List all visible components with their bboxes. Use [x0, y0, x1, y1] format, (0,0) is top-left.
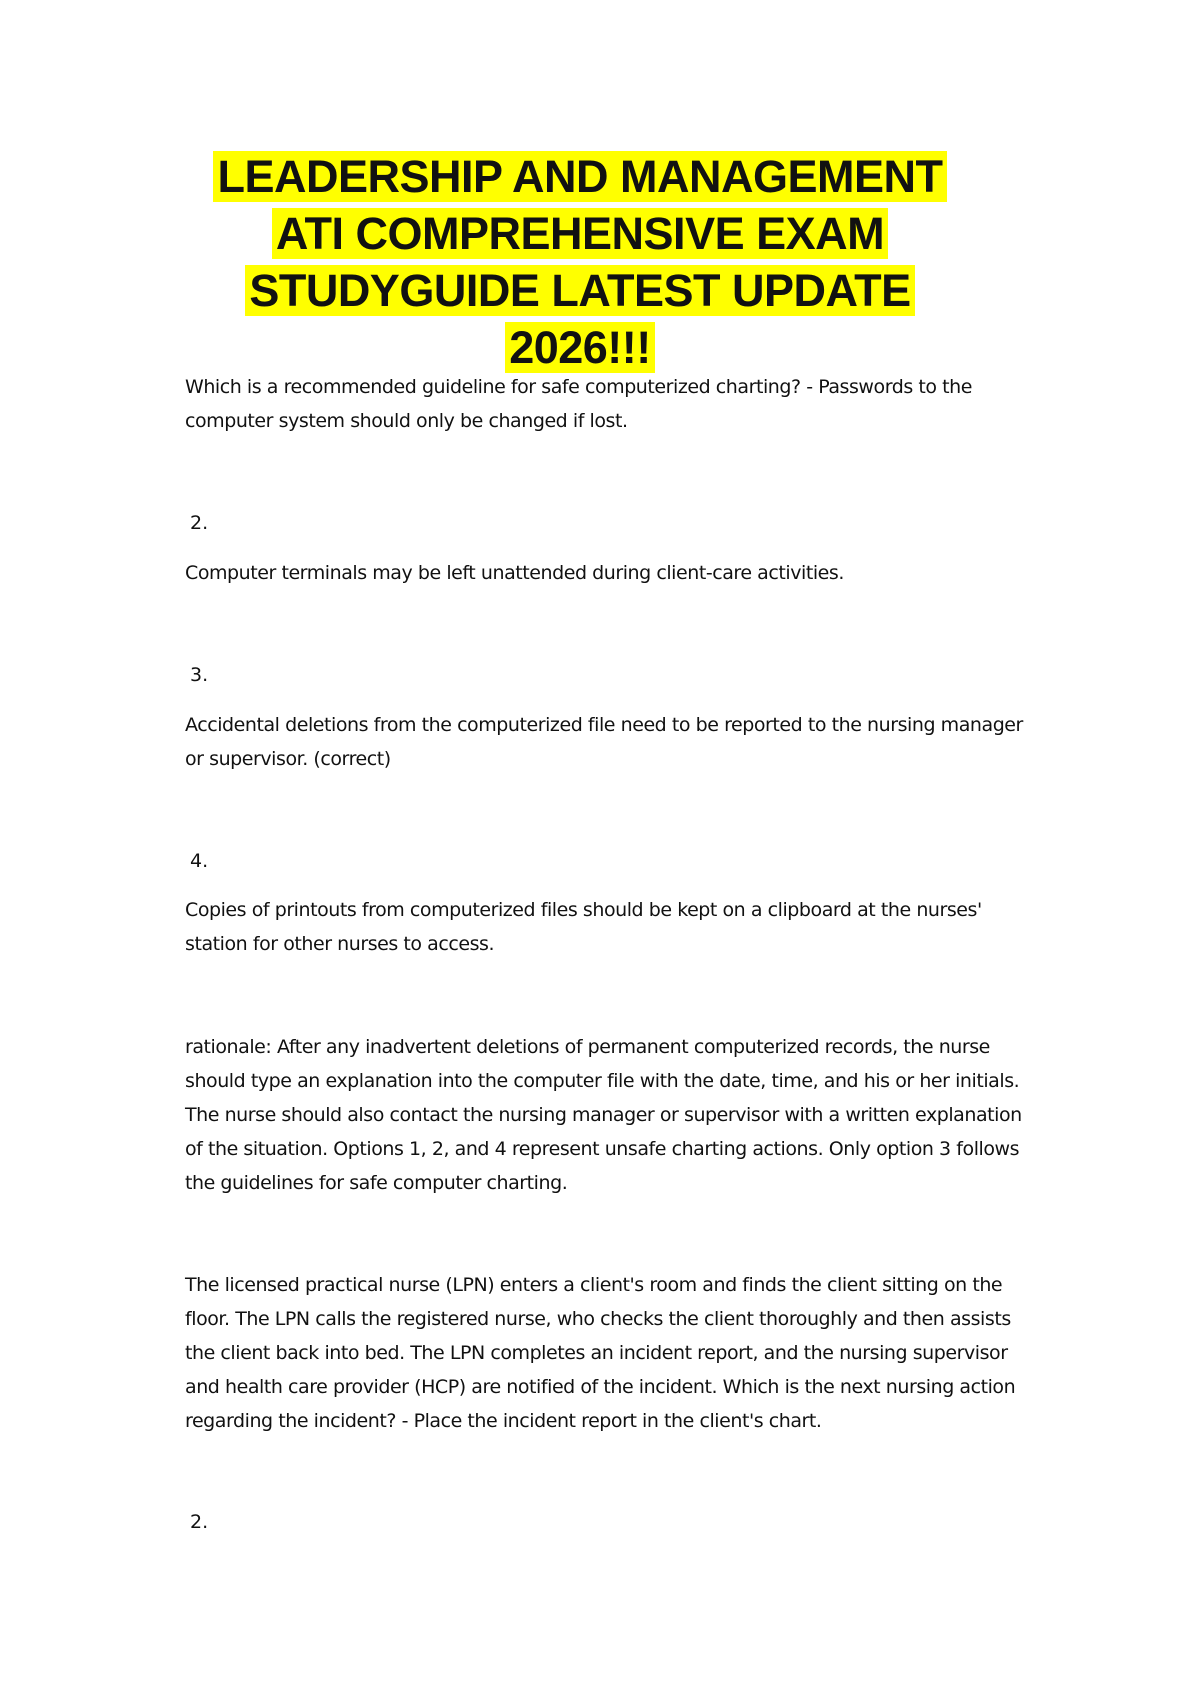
question-1-rationale: rationale: After any inadvertent deletions of permanent computerized records, the nurse should type an explanation into the computer file with the date, time, and his or her initials. The nurse should also contact the nursing manager or supervisor with a written explanation of the situation. Options 1, 2, and 4 represent unsafe charting actions. Only option 3 follows the guidelines for safe computer charting. — [185, 1036, 1022, 1194]
question-1-option-2-text: Computer terminals may be left unattended during client-care activities. — [185, 562, 844, 584]
question-1-option-2-number: 2. — [190, 512, 209, 534]
title-line-3: STUDYGUIDE LATEST UPDATE — [0, 262, 1160, 319]
title-line-4: 2026!!! — [0, 319, 1160, 376]
document-title — [0, 148, 1160, 376]
question-2-option-2-number: 2. — [190, 1511, 209, 1533]
question-1-option-3-text: Accidental deletions from the computerized file need to be reported to the nursing manager or supervisor. (correct) — [185, 714, 1023, 770]
question-1-text: Which is a recommended guideline for safe computerized charting? - Passwords to the computer system should only be changed if lost. — [185, 376, 972, 432]
question-1-option-3-number: 3. — [190, 664, 209, 686]
question-2-text: The licensed practical nurse (LPN) enters a client's room and finds the client sitting on the floor. The LPN calls the registered nurse, who checks the client thoroughly and then assists the client back into bed. The LPN completes an incident report, and the nursing supervisor and health care provider (HCP) are notified of the incident. Which is the next nursing action regarding the incident? - Place the incident report in the client's chart. — [185, 1274, 1016, 1432]
title-line-2: ATI COMPREHENSIVE EXAM — [0, 205, 1160, 262]
question-1-option-4-number: 4. — [190, 850, 209, 872]
title-line-1: LEADERSHIP AND MANAGEMENT — [0, 148, 1160, 205]
question-1-option-4-text: Copies of printouts from computerized files should be kept on a clipboard at the nurses' station for other nurses to access. — [185, 899, 982, 955]
